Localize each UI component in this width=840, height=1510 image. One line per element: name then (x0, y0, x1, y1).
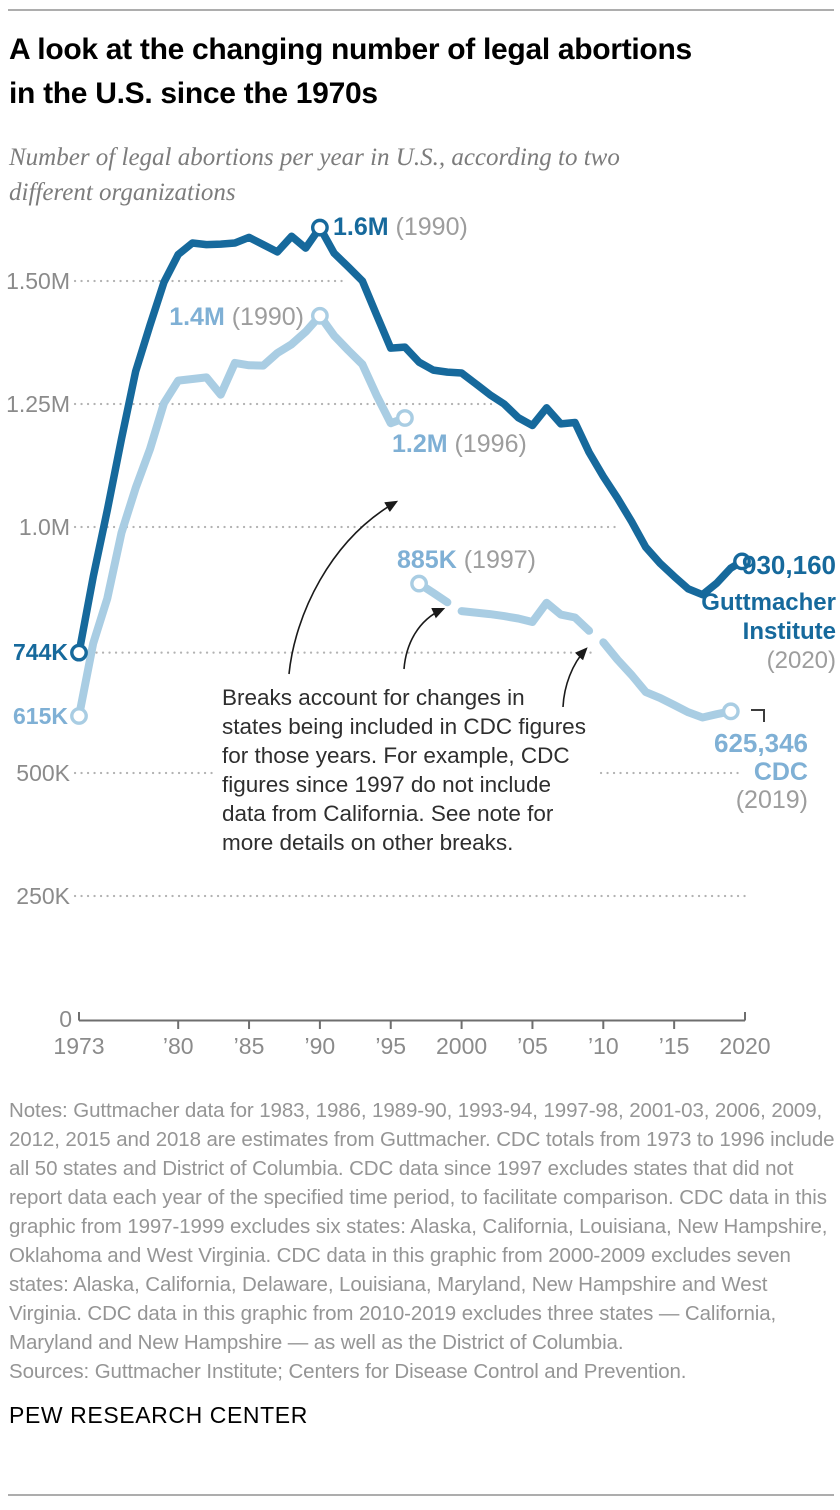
peak-year: (1990) (395, 213, 468, 241)
x-axis-tick-label: 1973 (53, 1033, 105, 1059)
subtitle-line-1: Number of legal abortions per year in U.S., according to two (9, 144, 620, 171)
x-axis-tick-label: ’85 (233, 1033, 265, 1059)
annotation-line: figures since 1997 do not include (222, 772, 551, 797)
x-axis-tick-label: 2000 (436, 1033, 488, 1059)
x-axis-tick-label: ’15 (658, 1033, 690, 1059)
title-line-1: A look at the changing number of legal abortions (9, 33, 692, 66)
annotation-line: data from California. See note for (222, 801, 554, 826)
x-axis-tick-label: ’10 (587, 1033, 619, 1059)
peak-value: 1.4M (169, 303, 225, 331)
subtitle-line-2: different organizations (9, 179, 236, 206)
end-value: 625,346 (714, 728, 808, 758)
y-axis-tick-label: 500K (16, 760, 70, 786)
point-year: (1997) (463, 546, 536, 574)
point-year: (1996) (454, 430, 527, 458)
peak-value: 1.6M (333, 213, 389, 241)
y-axis-tick-label: 1.0M (18, 514, 70, 540)
end-year: (2020) (766, 647, 836, 674)
bottom-rule (8, 1494, 834, 1496)
x-axis-tick-label: 2020 (719, 1033, 771, 1059)
pew-research-center-brand: PEW RESEARCH CENTER (9, 1402, 308, 1428)
chart-notes: Notes: Guttmacher data for 1983, 1986, 1989-90, 1993-94, 1997-98, 2001-03, 2006, 2009, 2012, 2015 and 2018 are estimates from Guttmacher. CDC totals from 1973 to 1996 include all 50 states and District of Columbia. CDC data since 1997 excludes states that did not report data each year of the specified time period, to facilitate comparison. CDC data in this graphic from 1997-1999 excludes six states: Alaska, California, Louisiana, New Hampshire, Oklahoma and West Virginia. CDC data in this graphic from 2000-2009 excludes seven states: Alaska, California, Delaware, Louisiana, Maryland, New Hampshire and West Virginia. CDC data in this graphic from 2010-2019 excludes three states — California, Maryland and New Hampshire — as well as the District of Columbia. (9, 1099, 835, 1354)
series-name: CDC (753, 758, 808, 786)
y-axis-tick-label: 1.25M (6, 391, 70, 417)
point-value: 1.2M (392, 430, 448, 458)
annotation-line: more details on other breaks. (222, 830, 514, 855)
x-axis-tick-label: ’05 (517, 1033, 548, 1059)
cdc-2019-caption (599, 729, 808, 814)
y-axis-tick-label: 1.50M (6, 268, 70, 294)
guttmacher-2020-caption (599, 588, 836, 675)
cdc-1996-label (392, 430, 527, 459)
point-value: 885K (397, 546, 457, 574)
cdc-1990-peak-label (0, 303, 304, 332)
y-axis-tick-label: 0 (59, 1006, 72, 1032)
annotation-line: for those years. For example, CDC (222, 743, 570, 768)
guttmacher-1990-peak-label (333, 213, 468, 242)
annotation-line: states being included in CDC figures (222, 714, 586, 739)
guttmacher-2020-value: 930,160 (742, 550, 836, 580)
x-axis-tick-label: ’95 (375, 1033, 407, 1059)
peak-year: (1990) (231, 303, 304, 331)
y-axis-tick-label: 250K (16, 883, 70, 909)
footer (9, 1096, 835, 1429)
cdc-1973-label: 615K (13, 703, 68, 729)
end-year: (2019) (735, 786, 808, 814)
breaks-annotation (222, 683, 622, 857)
series-name-line-2: Institute (742, 618, 836, 645)
cdc-1997-label (397, 546, 536, 575)
x-axis-tick-label: ’90 (304, 1033, 336, 1059)
chart-sources: Sources: Guttmacher Institute; Centers for Disease Control and Prevention. (9, 1360, 687, 1383)
x-axis-tick-label: ’80 (162, 1033, 194, 1059)
series-name-line-1: Guttmacher (701, 589, 836, 616)
guttmacher-1973-label: 744K (13, 639, 68, 665)
annotation-line: Breaks account for changes in (222, 685, 525, 710)
title-line-2: in the U.S. since the 1970s (9, 77, 378, 110)
